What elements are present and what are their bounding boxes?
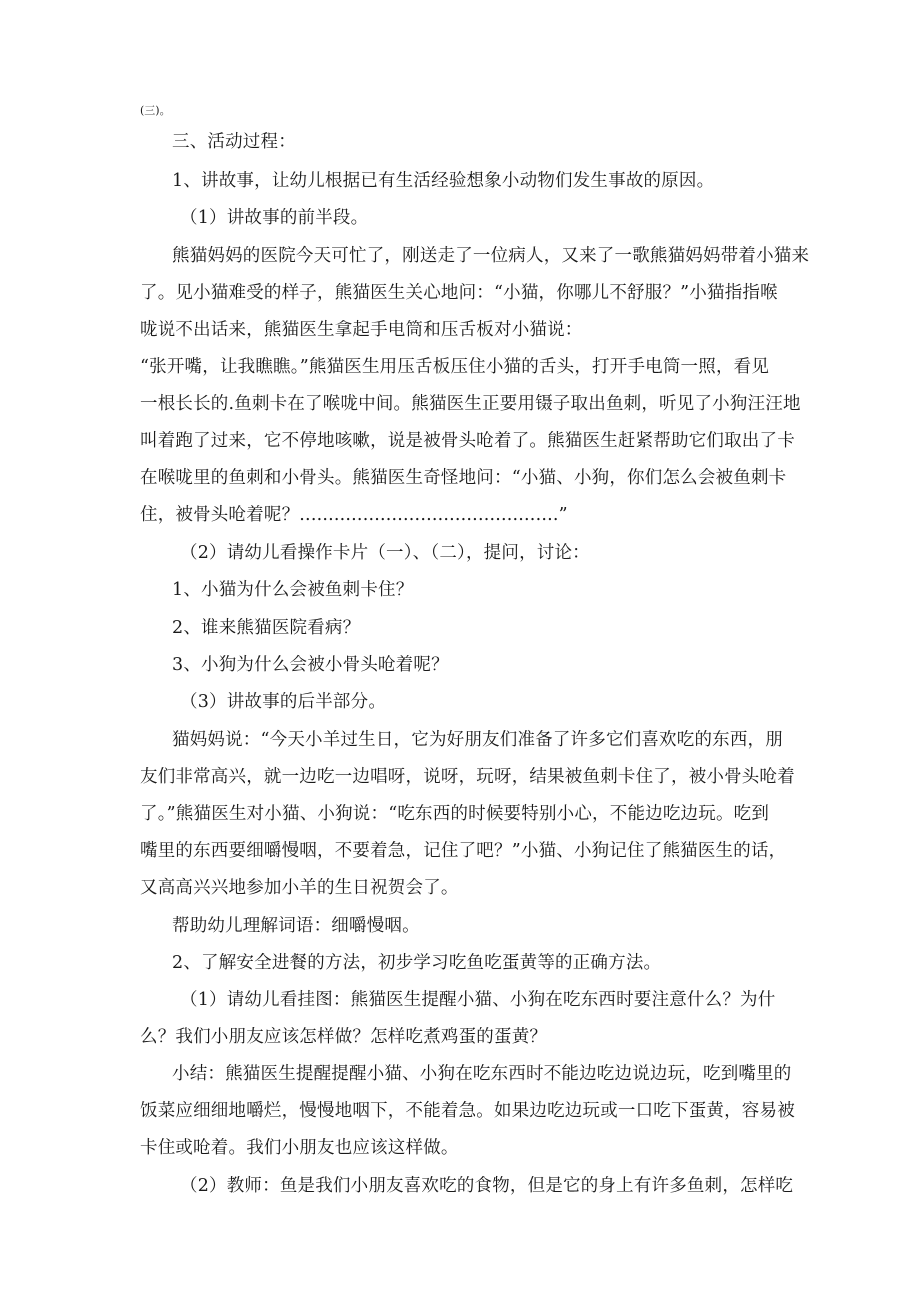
sub-step-2b-line: （2）教师：鱼是我们小朋友喜欢吃的食物，但是它的身上有许多鱼刺，怎样吃 — [180, 1176, 794, 1196]
story-paragraph-line: 叫着跑了过来，它不停地咳嗽，说是被骨头呛着了。熊猫医生赶紧帮助它们取出了卡 — [140, 431, 795, 451]
story-ending-line: 友们非常高兴，就一边吃一边唱呀，说呀，玩呀，结果被鱼刺卡住了，被小骨头呛着 — [140, 767, 795, 787]
story-paragraph-line: 熊猫妈妈的医院今天可忙了，刚送走了一位病人，又来了一歌熊猫妈妈带着小猫来 — [172, 246, 810, 266]
story-paragraph-line: 住，被骨头呛着呢？.............................................” — [140, 505, 568, 525]
sub-step-2-heading: （2）请幼儿看操作卡片（一）、（二），提问，讨论： — [180, 543, 590, 563]
story-ending-line: 嘴里的东西要细嚼慢咽，不要着急，记住了吧？”小猫、小狗记住了熊猫医生的话， — [140, 841, 787, 861]
vocabulary-note: 帮助幼儿理解词语：细嚼慢咽。 — [172, 916, 420, 936]
story-paragraph-line: 在喉咙里的鱼刺和小骨头。熊猫医生奇怪地问：“小猫、小狗，你们怎么会被鱼刺卡 — [140, 468, 787, 488]
sub-step-1-heading: （1）讲故事的前半段。 — [180, 208, 369, 228]
summary-line: 卡住或呛着。我们小朋友也应该这样做。 — [140, 1138, 459, 1158]
section-mark: (三)。 — [140, 104, 171, 117]
step-2-heading: 2、了解安全进餐的方法，初步学习吃鱼吃蛋黄等的正确方法。 — [172, 953, 662, 973]
step-1-heading: 1、讲故事，让幼儿根据已有生活经验想象小动物们发生事故的原因。 — [172, 171, 715, 191]
summary-line: 饭菜应细细地嚼烂，慢慢地咽下，不能着急。如果边吃边玩或一口吃下蛋黄，容易被 — [140, 1101, 795, 1121]
story-paragraph-line: 一根长长的.鱼刺卡在了喉咙中间。熊猫医生正要用镊子取出鱼刺，听见了小狗汪汪地 — [140, 394, 801, 414]
sub-step-1b-line: （1）请幼儿看挂图：熊猫医生提醒小猫、小狗在吃东西时要注意什么？为什 — [180, 990, 776, 1010]
summary-line: 小结：熊猫医生提醒提醒小猫、小狗在吃东西时不能边吃边说边玩，吃到嘴里的 — [172, 1064, 792, 1084]
story-ending-line: 了。”熊猫医生对小猫、小狗说：“吃东西的时候要特别小心，不能边吃边玩。吃到 — [140, 804, 770, 824]
story-paragraph-line: “张开嘴，让我瞧瞧。”熊猫医生用压舌板压住小猫的舌头，打开手电筒一照，看见 — [140, 357, 770, 377]
heading-activity-process: 三、活动过程： — [172, 132, 296, 152]
story-ending-line: 猫妈妈说：“今天小羊过生日，它为好朋友们准备了许多它们喜欢吃的东西，朋 — [172, 730, 783, 750]
story-ending-line: 又高高兴兴地参加小羊的生日祝贺会了。 — [140, 878, 459, 898]
question-3: 3、小狗为什么会被小骨头呛着呢？ — [172, 655, 449, 675]
story-paragraph-line: 咙说不出话来，熊猫医生拿起手电筒和压舌板对小猫说： — [140, 320, 583, 340]
sub-step-1b-line: 么？我们小朋友应该怎样做？怎样吃煮鸡蛋的蛋黄？ — [140, 1027, 548, 1047]
question-1: 1、小猫为什么会被鱼刺卡住？ — [172, 580, 414, 600]
story-paragraph-line: 了。见小猫难受的样子，熊猫医生关心地问：“小猫，你哪儿不舒服？”小猫指指喉 — [140, 283, 778, 303]
question-2: 2、谁来熊猫医院看病？ — [172, 618, 361, 638]
sub-step-3-heading: （3）讲故事的后半部分。 — [180, 692, 387, 712]
